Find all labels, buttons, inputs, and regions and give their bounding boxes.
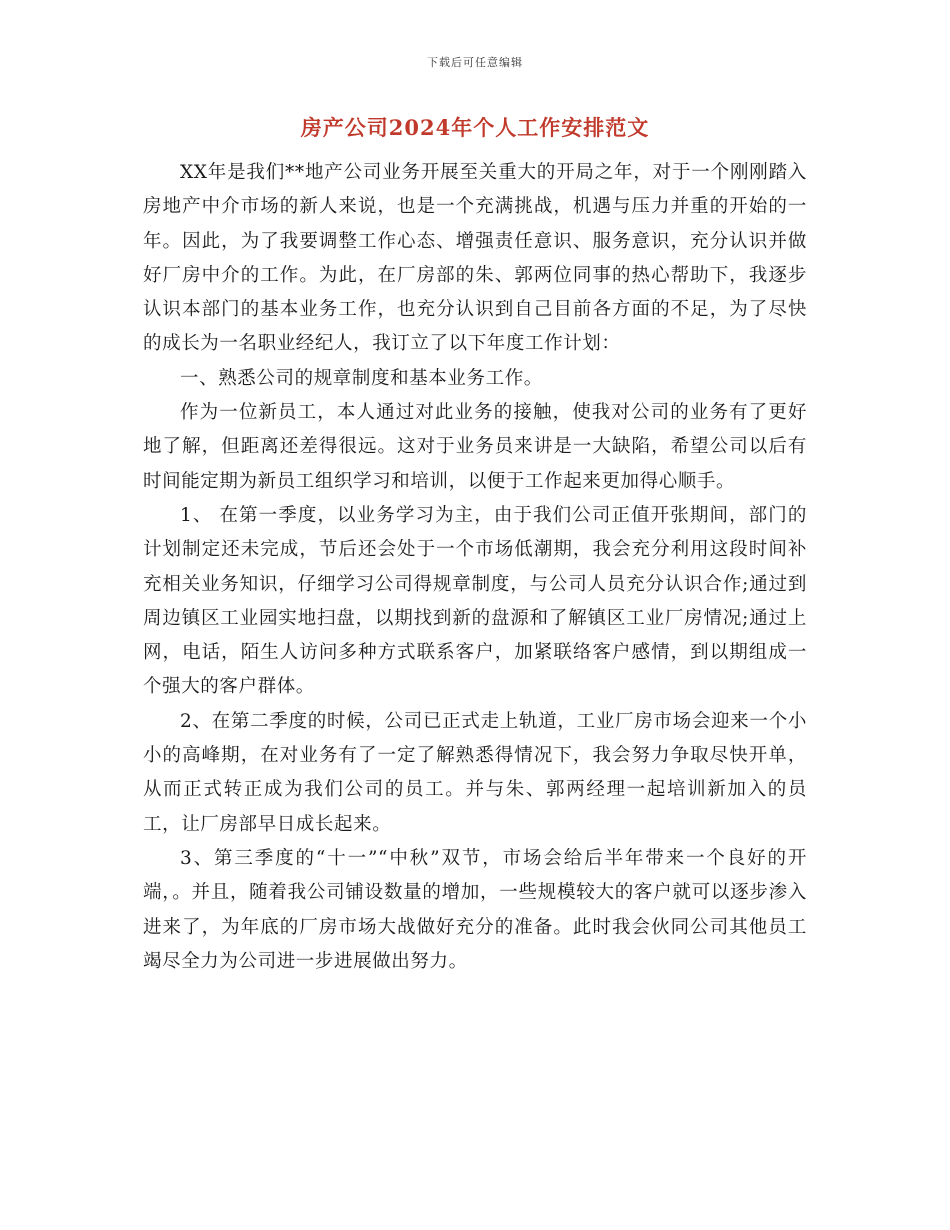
paragraph-new-employee: 作为一位新员工，本人通过对此业务的接触，使我对公司的业务有了更好地了解，但距离还差得很远。这对于业务员来讲是一大缺陷，希望公司以后有时间能定期为新员工组织学习和培训，以便于工作起来更加得心顺手。: [143, 402, 807, 492]
paragraph-section-heading: 一、熟悉公司的规章制度和基本业务工作。: [180, 367, 543, 389]
paragraph-q3: 3、第三季度的“十一”“中秋”双节，市场会给后半年带来一个良好的开端，。并且，随着我公司铺设数量的增加，一些规模较大的客户就可以逐步渗入进来了，为年底的厂房市场大战做好充分的准备。此时我会伙同公司其他员工竭尽全力为公司进一步进展做出努力。: [143, 847, 807, 972]
document-title: 房产公司2024年个人工作安排范文: [300, 115, 650, 140]
document-body: [143, 156, 807, 979]
paragraph-intro: XX年是我们**地产公司业务开展至关重大的开局之年，对于一个刚刚踏入房地产中介市场的新人来说，也是一个充满挑战，机遇与压力并重的开始的一年。因此，为了我要调整工作心态、增强责任意识、服务意识，充分认识并做好厂房中介的工作。为此，在厂房部的朱、郭两位同事的热心帮助下，我逐步认识本部门的基本业务工作，也充分认识到自己目前各方面的不足，为了尽快的成长为一名职业经纪人，我订立了以下年度工作计划：: [143, 162, 807, 355]
header-note: 下载后可任意编辑: [427, 56, 523, 69]
paragraph-q2: 2、在第二季度的时候，公司已正式走上轨道，工业厂房市场会迎来一个小小的高峰期，在对业务有了一定了解熟悉得情况下，我会努力争取尽快开单，从而正式转正成为我们公司的员工。并与朱、郭两经理一起培训新加入的员工，让厂房部早日成长起来。: [143, 710, 807, 835]
paragraph-q1: 1、 在第一季度，以业务学习为主，由于我们公司正值开张期间，部门的计划制定还未完成，节后还会处于一个市场低潮期，我会充分利用这段时间补充相关业务知识，仔细学习公司得规章制度，与公司人员充分认识合作;通过到周边镇区工业园实地扫盘，以期找到新的盘源和了解镇区工业厂房情况;通过上网，电话，陌生人访问多种方式联系客户，加紧联络客户感情，到以期组成一个强大的客户群体。: [143, 504, 807, 698]
